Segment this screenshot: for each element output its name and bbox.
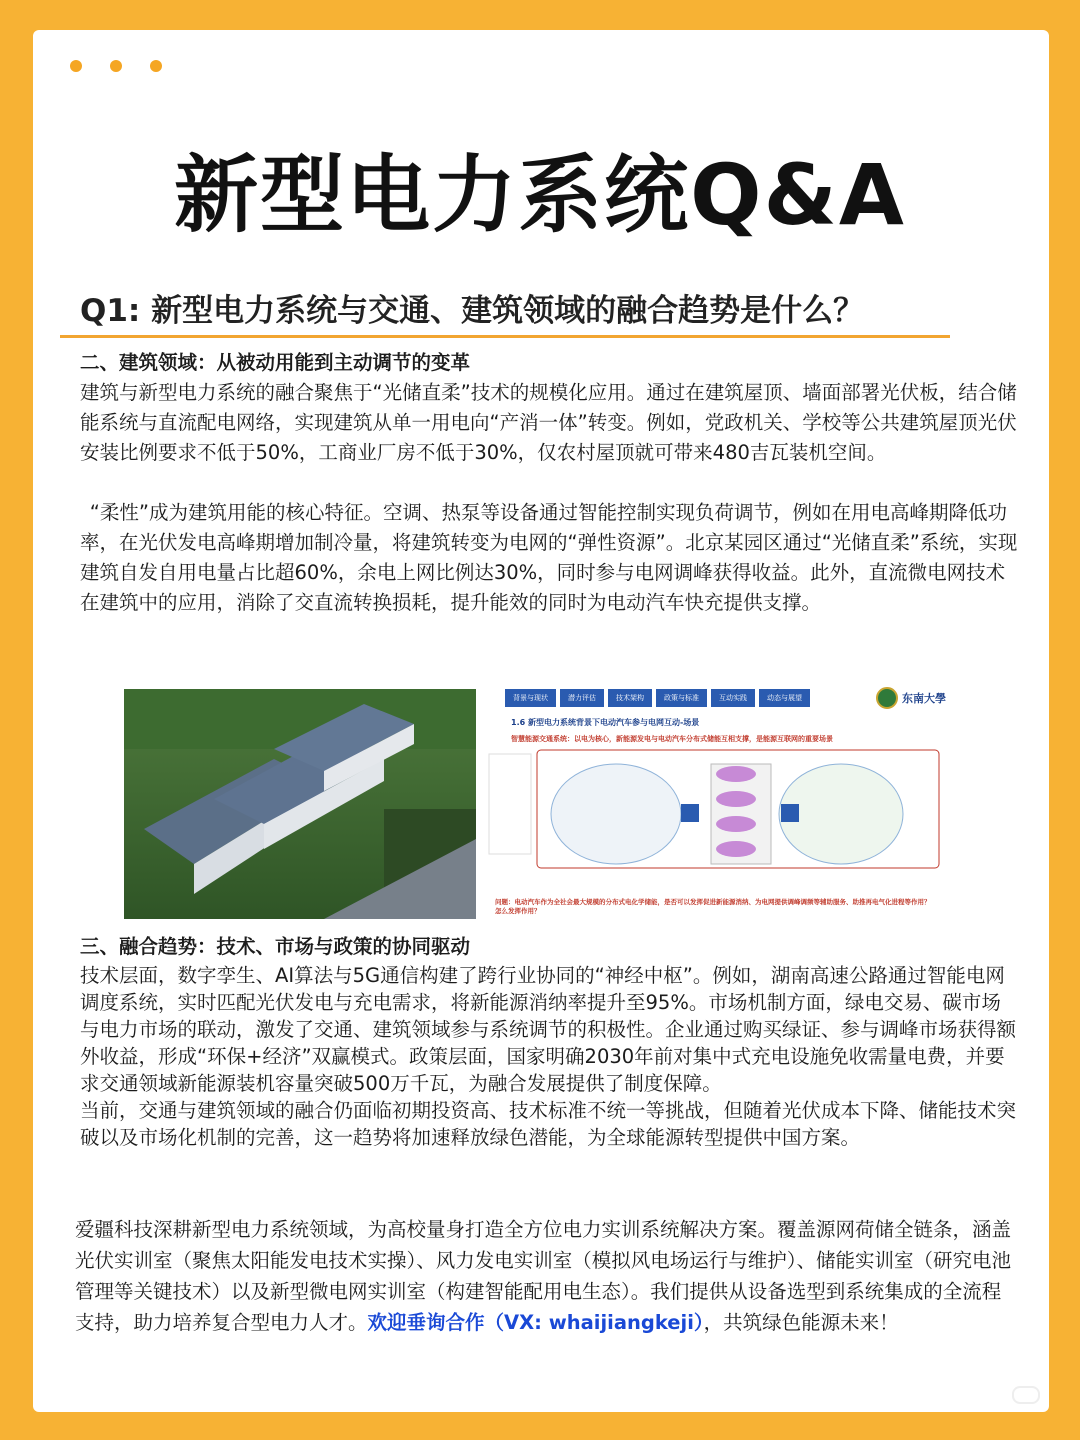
section-building xyxy=(80,348,1020,618)
seal-icon xyxy=(876,687,898,709)
slide-tab: 互动实践 xyxy=(711,689,755,707)
window-dots xyxy=(70,60,162,72)
paragraph: 建筑与新型电力系统的融合聚焦于“光储直柔”技术的规模化应用。通过在建筑屋顶、墙面部署光伏板，结合储能系统与直流配电网络，实现建筑从单一用电向“产消一体”转变。例如，党政机关、学校等公共建筑屋顶光伏安装比例要求不低于50%，工商业厂房不低于30%，仅农村屋顶就可带来480吉瓦装机空间。 xyxy=(80,381,1017,464)
paragraph: 当前，交通与建筑领域的融合仍面临初期投资高、技术标准不统一等挑战，但随着光伏成本下降、储能技术突破以及市场化机制的完善，这一趋势将加速释放绿色潜能，为全球能源转型提供中国方案。 xyxy=(80,1099,1017,1149)
section-trends xyxy=(80,932,1020,1151)
page-title: 新型电力系统Q&A xyxy=(174,146,906,244)
slide-line: 智慧能源交通系统：以电为核心，新能源发电与电动汽车分布式储能互相支撑，是能源互联网的重要场景 xyxy=(511,735,833,743)
logo-text: 东南大學 xyxy=(902,692,946,705)
building-photo xyxy=(124,689,476,919)
dot-icon xyxy=(70,60,82,72)
slide-tab: 动态与展望 xyxy=(759,689,810,707)
dot-icon xyxy=(110,60,122,72)
dot-icon xyxy=(150,60,162,72)
presentation-slide xyxy=(481,683,956,919)
section-heading: 二、建筑领域：从被动用能到主动调节的变革 xyxy=(80,351,471,374)
watermark-icon xyxy=(1012,1386,1040,1404)
slide-tab: 潜力评估 xyxy=(560,689,604,707)
paragraph: “柔性”成为建筑用能的核心特征。空调、热泵等设备通过智能控制实现负荷调节，例如在用电高峰期降低功率，在光伏发电高峰期增加制冷量，将建筑转变为电网的“弹性资源”。北京某园区通过“光储直柔”系统，实现建筑自发自用电量占比超60%，余电上网比例达30%，同时参与电网调峰获得收益。此外，直流微电网技术在建筑中的应用，消除了交直流转换损耗，提升能效的同时为电动汽车快充提供支撑。 xyxy=(80,501,1018,614)
company-footer xyxy=(75,1214,1015,1338)
footer-text: 爱疆科技深耕新型电力系统领域，为高校量身打造全方位电力实训系统解决方案。覆盖源网荷储全链条，涵盖光伏实训室（聚焦太阳能发电技术实操）、风力发电实训室（模拟风电场运行与维护）、储能实训室（研究电池管理等关键技术）以及新型微电网实训室（构建智能配用电生态）。我们提供从设备选型到系统集成的全流程支持，助力培养复合型电力人才。 xyxy=(75,1218,1012,1334)
question-underline xyxy=(60,335,950,338)
slide-diagram xyxy=(481,744,956,884)
slide-tab: 背景与现状 xyxy=(505,689,556,707)
section-heading: 三、融合趋势：技术、市场与政策的协同驱动 xyxy=(80,935,471,958)
slide-tab: 政策与标准 xyxy=(656,689,707,707)
slide-subtitle: 1.6 新型电力系统背景下电动汽车参与电网互动-场景 xyxy=(511,718,700,727)
footer-closing: ，共筑绿色能源未来！ xyxy=(703,1311,899,1334)
university-logo xyxy=(876,687,946,709)
paragraph: 技术层面，数字孪生、AI算法与5G通信构建了跨行业协同的“神经中枢”。例如，湖南高速公路通过智能电网调度系统，实时匹配光伏发电与充电需求，将新能源消纳率提升至95%。市场机制方面，绿电交易、碳市场与电力市场的联动，激发了交通、建筑领域参与系统调节的积极性。企业通过购买绿证、参与调峰市场获得额外收益，形成“环保+经济”双赢模式。政策层面，国家明确2030年前对集中式充电设施免收需量电费，并要求交通领域新能源装机容量突破500万千瓦，为融合发展提供了制度保障。 xyxy=(80,964,1017,1095)
contact-link[interactable]: 欢迎垂询合作（VX: whaijiangkeji） xyxy=(367,1311,704,1334)
slide-footer: 问题：电动汽车作为全社会最大规模的分布式电化学储能，是否可以发挥促进新能源消纳、为电网提供调峰调频等辅助服务、助推再电气化进程等作用？怎么发挥作用？ xyxy=(495,898,931,915)
question-heading: Q1: 新型电力系统与交通、建筑领域的融合趋势是什么？ xyxy=(80,293,865,329)
slide-tab: 技术架构 xyxy=(608,689,652,707)
